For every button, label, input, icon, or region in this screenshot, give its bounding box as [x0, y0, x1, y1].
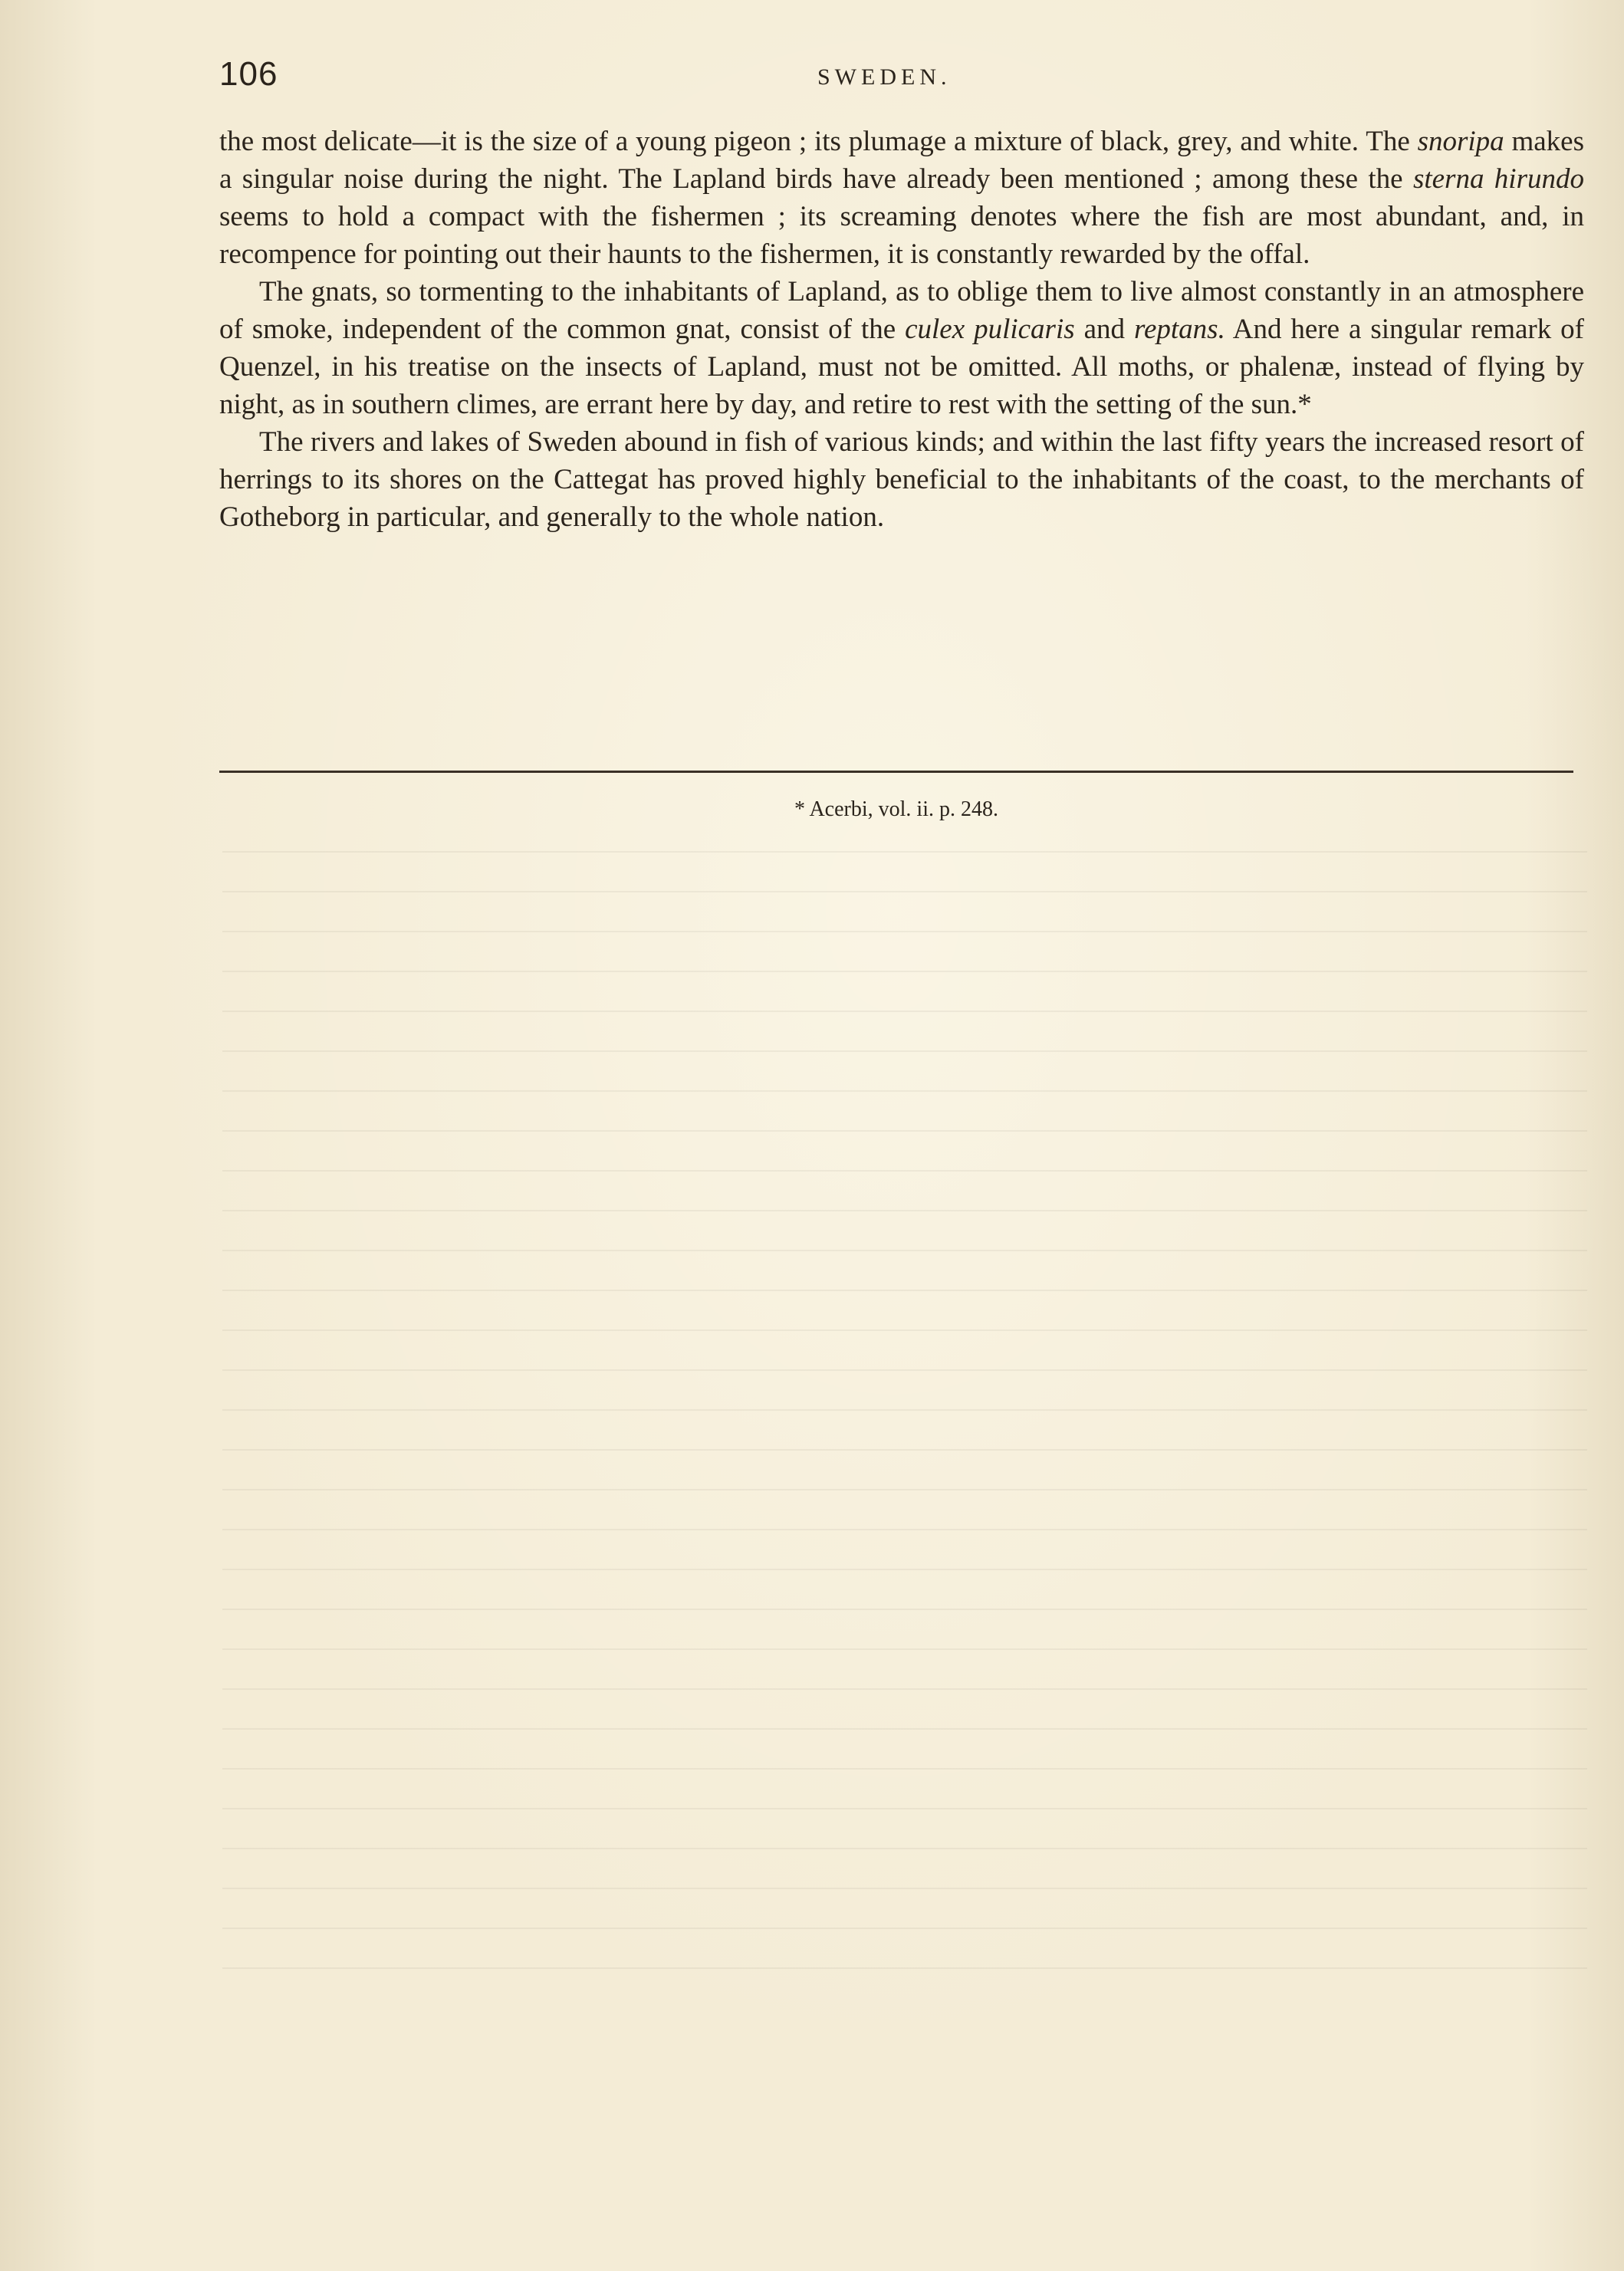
paragraph-2-text-1: The gnats, so tormenting to the inhabitants of Lapland, as to oblige them to live almost constantly in an atmosphere of smoke, independent of the common gnat, consist of the: [219, 276, 1584, 345]
paragraph-2-italic-2: reptans.: [1133, 314, 1225, 345]
paragraph-3: The rivers and lakes of Sweden abound in fish of various kinds; and within the last fifty years the increased resort of herrings to its shores on the Cattegat has proved highly beneficial to the inhabitants of the coast, to the merchants of Gotheborg in particular, and generally to the whole nation.: [219, 426, 1584, 533]
paragraph-1-italic-1: snoripa: [1417, 126, 1504, 157]
paragraph-2-italic-1: culex pulicaris: [905, 314, 1075, 345]
body-text: [219, 123, 1584, 536]
paragraph-1: [219, 123, 1584, 273]
show-through-texture: [222, 851, 1587, 2001]
paragraph-1-italic-2: sterna hirundo: [1412, 163, 1584, 195]
paragraph-1-text-2: makes a singular noise during the night. The Lapland birds have already been mentioned ; among these the: [219, 126, 1585, 195]
paragraph-2: [219, 273, 1584, 423]
page-number: 106: [219, 55, 278, 93]
running-head: [219, 55, 1584, 104]
running-title: SWEDEN.: [817, 64, 952, 90]
paragraph-2-text-2: and: [1074, 314, 1134, 345]
paragraph-2-text-3: And here a singular remark of Quenzel, in his treatise on the insects of Lapland, must not be omitted. All moths, or phalenæ, instead of flying by night, as in southern climes, are errant here by day, and retire to rest with the setting of the sun.*: [219, 314, 1584, 420]
paragraph-1-text-3: seems to hold a compact with the fishermen ; its screaming denotes where the fish are most abundant, and, in recompence for pointing out their haunts to the fishermen, it is constantly rewarded by the offal.: [219, 201, 1584, 270]
footnote-rule: [219, 771, 1573, 773]
paragraph-1-text-1: the most delicate—it is the size of a young pigeon ; its plumage a mixture of black, grey, and white. The: [219, 126, 1418, 157]
footnote: * Acerbi, vol. ii. p. 248.: [794, 797, 998, 821]
